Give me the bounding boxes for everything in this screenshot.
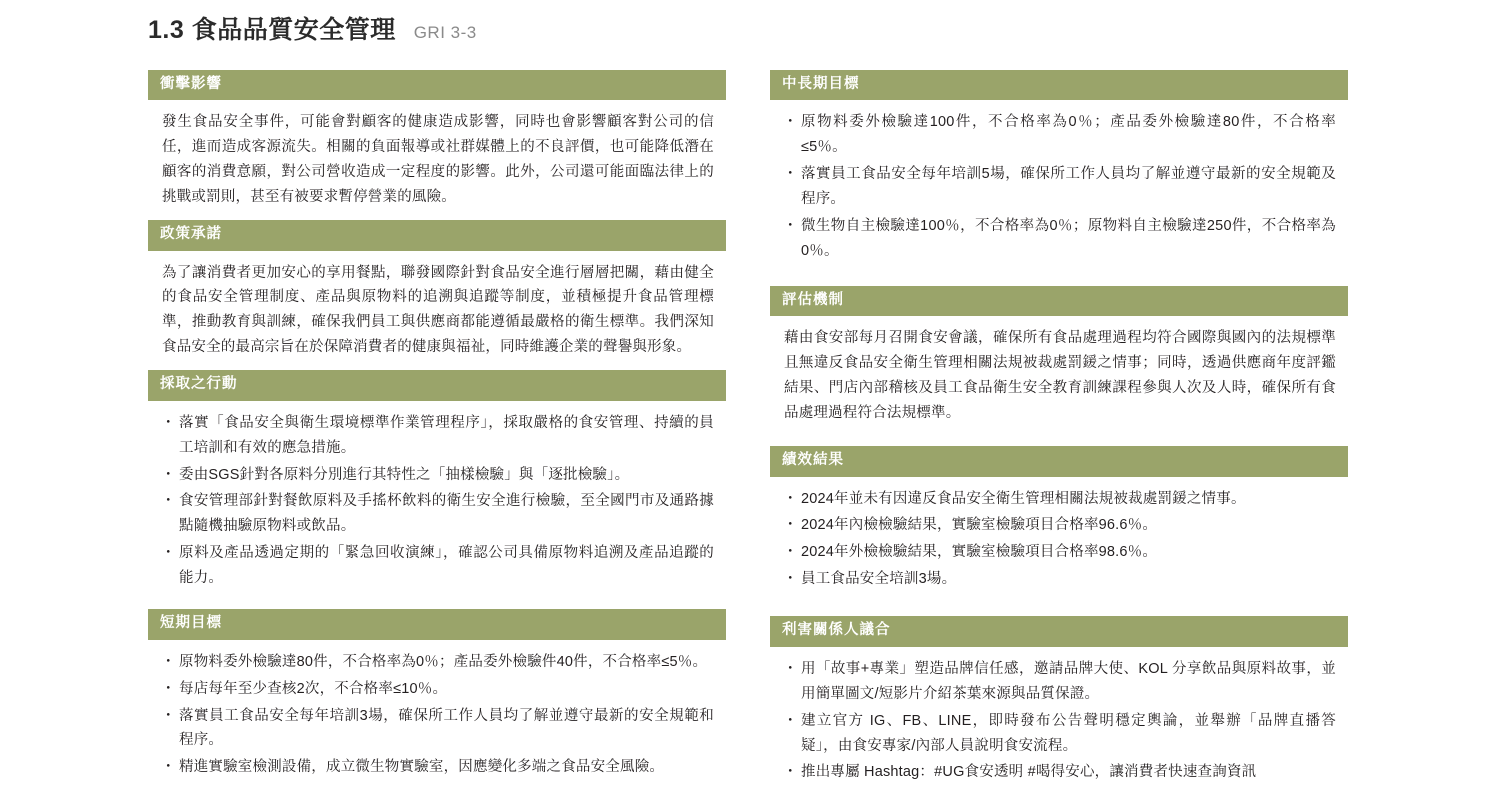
section-policy-heading: 政策承諾 [148,220,726,250]
list-item: ・ 精進實驗室檢測設備，成立微生物實驗室，因應變化多端之食品安全風險。 [162,755,714,780]
section-actions-heading: 採取之行動 [148,370,726,400]
section-mid-long-term-goals [770,70,1348,276]
list-item: ・ 用「故事+專業」塑造品牌信任感，邀請品牌大使、KOL 分享飲品與原料故事，並用簡單圖文/短影片介紹茶葉來源與品質保證。 [784,657,1336,707]
list-item: ・ 委由SGS針對各原料分別進行其特性之「抽樣檢驗」與「逐批檢驗」。 [162,463,714,488]
section-stakeholder-engagement-body [770,647,1348,797]
section-stakeholder-engagement-list [784,657,1336,786]
section-mid-long-term-goals-list [784,110,1336,264]
list-item: ・ 原物料委外檢驗達80件，不合格率為0％；產品委外檢驗件40件，不合格率≤5％。 [162,650,714,675]
list-item: ・ 落實員工食品安全每年培訓5場，確保所工作人員均了解並遵守最新的安全規範及程序。 [784,162,1336,212]
section-short-term-goals-heading: 短期目標 [148,609,726,639]
list-item: ・ 推出專屬 Hashtag：#UG食安透明 #喝得安心，讓消費者快速查詢資訊 [784,760,1336,785]
section-actions [148,370,726,603]
section-assessment-mechanism-body [770,316,1348,436]
list-item: ・ 2024年內檢檢驗結果，實驗室檢驗項目合格率96.6％。 [784,513,1336,538]
section-performance-results-body [770,477,1348,605]
section-impact-heading: 衝擊影響 [148,70,726,100]
section-impact [148,70,726,220]
section-assessment-mechanism-heading: 評估機制 [770,286,1348,316]
section-mid-long-term-goals-heading: 中長期目標 [770,70,1348,100]
list-item: ・ 落實「食品安全與衛生環境標準作業管理程序」，採取嚴格的食安管理、持續的員工培訓和有效的應急措施。 [162,411,714,461]
list-item: ・ 原料及產品透過定期的「緊急回收演練」，確認公司具備原物料追溯及產品追蹤的能力。 [162,541,714,591]
list-item: ・ 食安管理部針對餐飲原料及手搖杯飲料的衛生安全進行檢驗，至全國門市及通路據點隨機抽驗原物料或飲品。 [162,489,714,539]
content-columns [148,70,1348,797]
section-short-term-goals-list [162,650,714,781]
section-impact-body [148,100,726,220]
section-assessment-mechanism-paragraph: 藉由食安部每月召開食安會議，確保所有食品處理過程均符合國際與國內的法規標準且無違反食品安全衛生管理相關法規被裁處罰鍰之情事；同時，透過供應商年度評鑑結果、門店內部稽核及員工食品衛生安全教育訓練課程參與人次及人時，確保所有食品處理過程符合法規標準。 [784,330,1336,422]
list-item: ・ 原物料委外檢驗達100件，不合格率為0％；產品委外檢驗達80件，不合格率≤5％。 [784,110,1336,160]
section-stakeholder-engagement-heading: 利害關係人議合 [770,616,1348,646]
section-impact-paragraph: 發生食品安全事件，可能會對顧客的健康造成影響，同時也會影響顧客對公司的信任，進而造成客源流失。相關的負面報導或社群媒體上的不良評價，也可能降低潛在顧客的消費意願，對公司營收造成一定程度的影響。此外，公司還可能面臨法律上的挑戰或罰則，甚至有被要求暫停營業的風險。 [162,114,714,206]
section-policy [148,220,726,370]
list-item: ・ 落實員工食品安全每年培訓3場，確保所工作人員均了解並遵守最新的安全規範和程序。 [162,704,714,754]
list-item: ・ 2024年並未有因違反食品安全衛生管理相關法規被裁處罰鍰之情事。 [784,487,1336,512]
section-performance-results [770,446,1348,604]
list-item: ・ 每店每年至少查核2次，不合格率≤10％。 [162,677,714,702]
section-policy-paragraph: 為了讓消費者更加安心的享用餐點，聯發國際針對食品安全進行層層把關，藉由健全的食品安全管理制度、產品與原物料的追溯與追蹤等制度，並積極提升食品管理標準，推動教育與訓練，確保我們員工與供應商都能遵循最嚴格的衛生標準。我們深知食品安全的最高宗旨在於保障消費者的健康與福祉，同時維護企業的聲譽與形象。 [162,264,714,356]
left-column [148,70,726,797]
page-title-text: 1.3 食品品質安全管理 [148,16,396,44]
section-actions-body [148,401,726,604]
list-item: ・ 2024年外檢檢驗結果，實驗室檢驗項目合格率98.6％。 [784,540,1336,565]
section-performance-results-heading: 績效結果 [770,446,1348,476]
section-mid-long-term-goals-body [770,100,1348,276]
list-item: ・ 員工食品安全培訓3場。 [784,567,1336,592]
section-policy-body [148,251,726,371]
section-short-term-goals [148,609,726,792]
section-assessment-mechanism [770,286,1348,436]
list-item: ・ 建立官方 IG、FB、LINE，即時發布公告聲明穩定輿論，並舉辦「品牌直播答疑」，由食安專家/內部人員說明食安流程。 [784,709,1336,759]
gri-reference: GRI 3-3 [413,23,477,42]
right-column [770,70,1348,797]
section-performance-results-list [784,487,1336,593]
section-short-term-goals-body [148,640,726,793]
section-actions-list [162,411,714,592]
page-title [148,18,477,43]
section-stakeholder-engagement [770,616,1348,797]
list-item: ・ 微生物自主檢驗達100％，不合格率為0％；原物料自主檢驗達250件，不合格率為0％。 [784,214,1336,264]
